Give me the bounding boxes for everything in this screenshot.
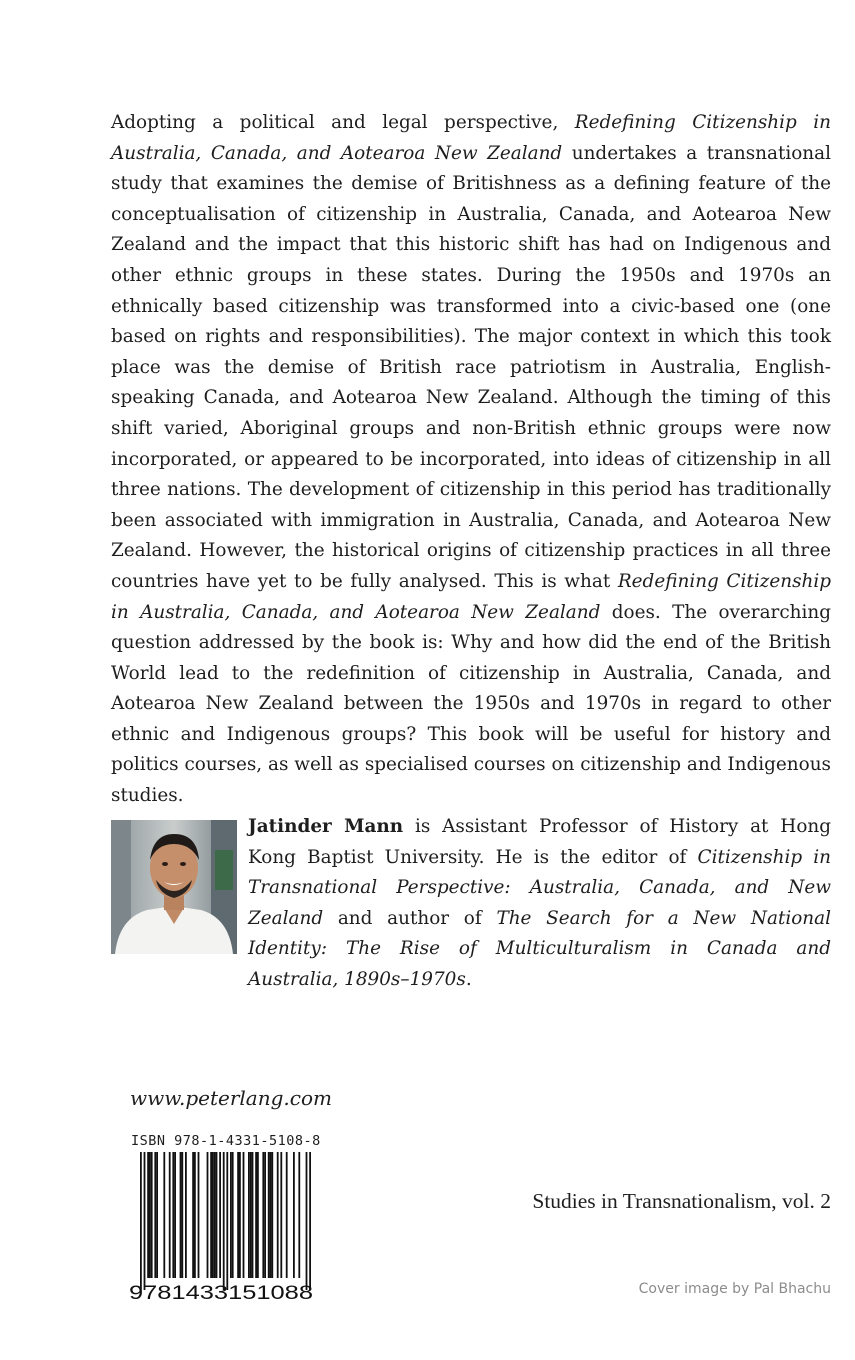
barcode-bar — [156, 1152, 158, 1278]
bio-text: and author of — [323, 907, 497, 929]
barcode-bar — [210, 1152, 212, 1278]
description-text: undertakes a transnational study that examines the demise of Britishness as a defining feature of the conceptualisation of citizenship in Australia, Canada, and Aotearoa New Zealand and the impact that this historic shift has had on Indigenous and other ethnic groups in these states. During the 1950s and 1970s an ethnically based citizenship was transformed into a civic-based one (one based on rights and responsibilities). The major context in which this took place was the demise of British race patriotism in Australia, English-speaking Canada, and Aotearoa New Zealand. Although the timing of this shift varied, Aboriginal groups and non-British ethnic groups were now incorporated, or appeared to be incorporated, into ideas of citizenship in all three nations. The development of citizenship in this period has traditionally been associated with immigration in Australia, Canada, and Aotearoa New Zealand. However, the historical origins of citizenship practices in all three countries have yet to be fully analysed. This is what — [111, 142, 832, 592]
barcode-bar — [268, 1152, 270, 1278]
barcode-bar — [147, 1152, 149, 1278]
barcode-bar — [232, 1152, 234, 1278]
barcode-bar — [144, 1152, 146, 1290]
barcode-bar — [270, 1152, 272, 1278]
barcode-bar — [262, 1152, 264, 1278]
barcode-bar — [280, 1152, 282, 1278]
barcode-bar — [192, 1152, 194, 1278]
barcode-bar — [169, 1152, 171, 1278]
barcode-bar — [309, 1152, 311, 1290]
bio-text: . — [465, 968, 472, 990]
barcode-digits: 9781433151088 — [129, 1283, 313, 1304]
barcode-bar — [212, 1152, 214, 1278]
author-photo — [111, 820, 237, 954]
description-text: Adopting a political and legal perspective, — [111, 112, 575, 133]
barcode-bar — [264, 1152, 266, 1278]
barcode-bar — [140, 1152, 142, 1290]
barcode-bar — [257, 1152, 259, 1278]
barcode-bar — [237, 1152, 239, 1278]
barcode-bar — [207, 1152, 209, 1278]
barcode-bar — [243, 1152, 245, 1278]
barcode-bar — [226, 1152, 228, 1290]
barcode-bar — [250, 1152, 252, 1278]
barcode-bar — [174, 1152, 176, 1278]
barcode-bar — [286, 1152, 288, 1278]
barcode-bar — [151, 1152, 153, 1278]
barcode-bar — [180, 1152, 182, 1278]
publisher-url[interactable]: www.peterlang.com — [130, 1086, 332, 1110]
barcode-bar — [219, 1152, 221, 1278]
barcode-bar — [194, 1152, 196, 1278]
isbn-label: ISBN 978-1-4331-5108-8 — [131, 1133, 321, 1149]
cover-image-credit: Cover image by Pal Bhachu — [638, 1281, 831, 1297]
barcode-bar — [172, 1152, 174, 1278]
barcode-bar — [298, 1152, 300, 1278]
barcode-bar — [185, 1152, 187, 1278]
author-name: Jatinder Mann — [248, 816, 404, 837]
author-portrait-image — [111, 820, 237, 954]
barcode-bar — [198, 1152, 200, 1278]
book-title-italic: The Search for a New National Identity: The Rise of Multiculturalism in Canada and Australia, 1890s–1970s — [248, 907, 831, 990]
book-title-italic: Citizenship in Transnational Perspective: Australia, Canada, and New Zealand — [248, 846, 831, 929]
barcode-bar — [214, 1152, 216, 1278]
barcode-bar — [306, 1152, 308, 1290]
author-bio — [248, 812, 831, 996]
book-title-italic: Redefining Citizenship in Australia, Canada, and Aotearoa New Zealand — [111, 570, 832, 623]
barcode-bar — [163, 1152, 165, 1278]
barcode-bars — [140, 1152, 311, 1290]
barcode-bar — [248, 1152, 250, 1278]
barcode-bar — [239, 1152, 241, 1278]
barcode-bar — [149, 1152, 151, 1278]
series-title: Studies in Transnationalism, vol. 2 — [532, 1189, 831, 1213]
barcode-bar — [216, 1152, 218, 1278]
bio-text: is Assistant Professor of History at Hong Kong Baptist University. He is the editor of — [248, 816, 832, 868]
barcode-bar — [230, 1152, 232, 1278]
barcode-bar — [181, 1152, 183, 1278]
barcode-bar — [293, 1152, 295, 1278]
description-text: does. The overarching question addressed by the book is: Why and how did the end of the British World lead to the redefinition of citizenship in Australia, Canada, and Aotearoa New Zealand between the 1950s and 1970s in regard to other ethnic and Indigenous groups? This book will be useful for history and politics courses, as well as specialised courses on citizenship and Indigenous studies. — [111, 601, 831, 807]
barcode-bar — [154, 1152, 156, 1278]
book-description — [111, 108, 831, 812]
barcode-bar — [223, 1152, 225, 1290]
barcode-bar — [252, 1152, 254, 1278]
barcode-bar — [255, 1152, 257, 1278]
barcode-bar — [277, 1152, 279, 1278]
isbn-barcode — [128, 1152, 314, 1304]
barcode-bar — [271, 1152, 273, 1278]
book-title-italic: Redefining Citizenship in Australia, Canada, and Aotearoa New Zealand — [111, 112, 831, 164]
